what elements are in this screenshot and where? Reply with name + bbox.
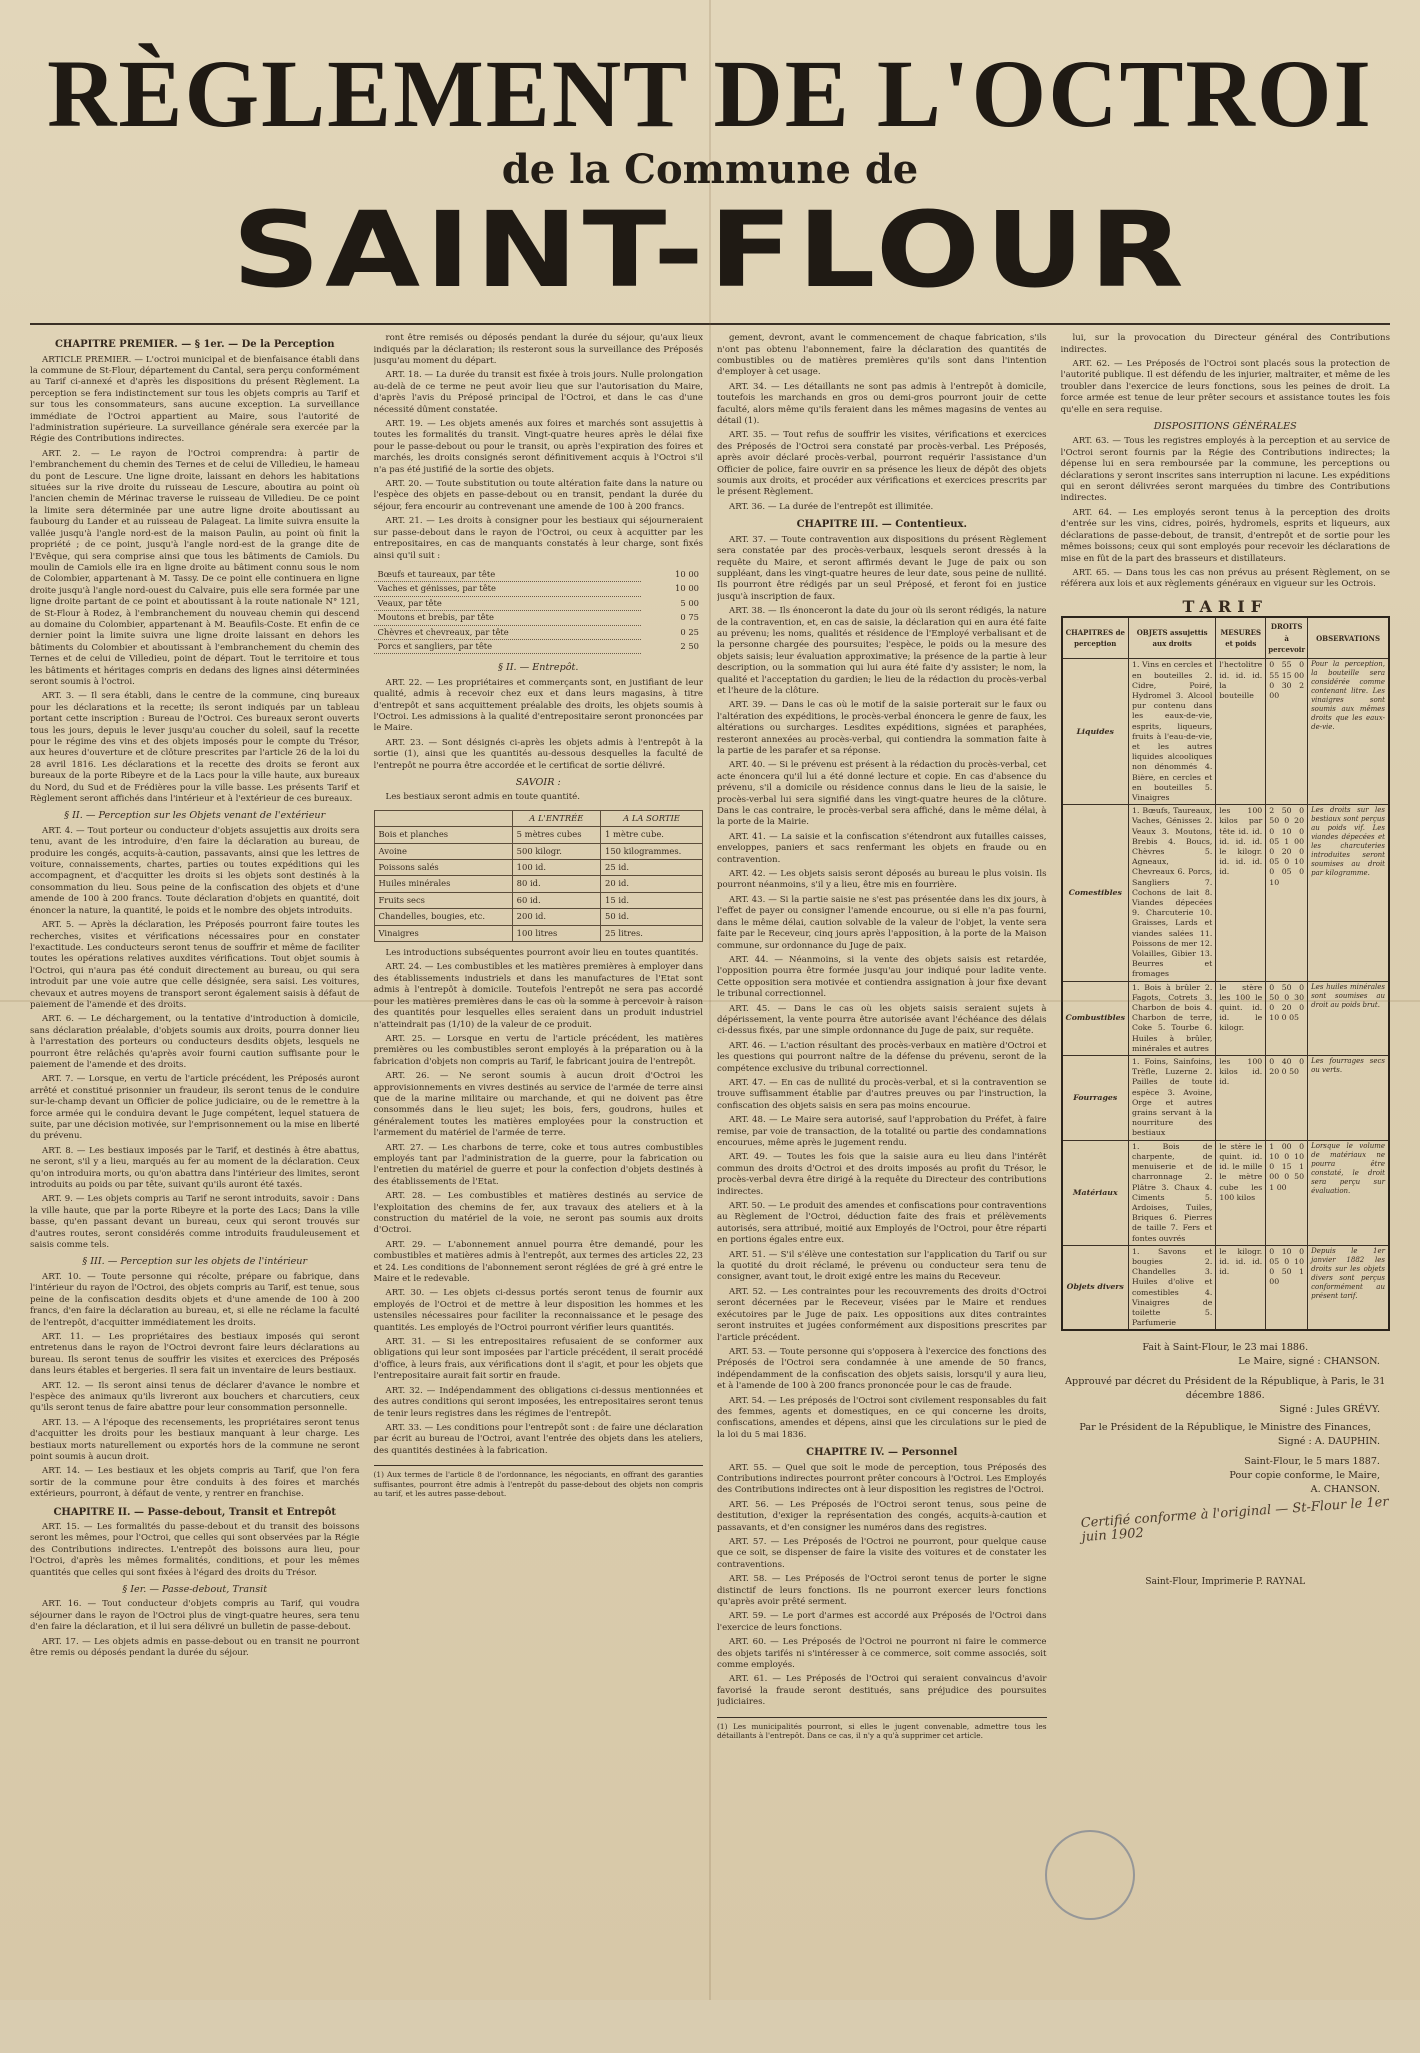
tax-label: Vaches et génisses, par tête xyxy=(374,582,642,596)
chapter-heading: CHAPITRE II. — Passe-debout, Transit et Entrepôt xyxy=(53,1506,337,1518)
town-name: SAINT-FLOUR xyxy=(231,189,1189,311)
section-heading: § Ier. — Passe-debout, Transit xyxy=(122,1584,268,1596)
cell-exit: 25 id. xyxy=(601,860,703,876)
tarif-measures: les 100 kilos par tête id. id. id. id. id. le kilogr. id. id. id. id. xyxy=(1216,805,1266,981)
article-paragraph: ART. 9. — Les objets compris au Tarif ne seront introduits, savoir : Dans la ville haute, que par la porte Ribeyre et la porte des Lacs; Dans la ville basse, qu'en passant devant un bureau, ceux qui seront trouvés sur d'autres routes, seront considérés comme introduits frauduleusement et saisis comme tels. xyxy=(30,1194,360,1251)
article-paragraph: ront être remisés ou déposés pendant la durée du séjour, qu'aux lieux indiqués par la déclaration; ils resteront sous la surveillance des Préposés jusqu'au moment du départ. xyxy=(373,333,703,366)
tarif-rates: 0 10 0 05 0 10 0 50 1 00 xyxy=(1266,1245,1308,1330)
cell-exit: 20 id. xyxy=(601,876,703,892)
table-row xyxy=(374,876,703,892)
footnote: (1) Les municipalités pourront, si elles le jugent convenable, admettre tous les détaillants à l'entrepôt. Dans ce cas, il n'y a qu'à supprimer cet article. xyxy=(717,1717,1047,1741)
tarif-group: Matériaux xyxy=(1062,1140,1129,1245)
article-paragraph: ART. 44. — Néanmoins, si la vente des objets saisis est retardée, l'opposition pourra être formée jusqu'au jour indiqué pour ladite vente. Cette opposition sera motivée et contiendra assignation à jour fixe devant le tribunal correctionnel. xyxy=(717,954,1047,1000)
table-row xyxy=(374,860,703,876)
cell-item: Avoine xyxy=(374,843,512,859)
article-paragraph: ART. 14. — Les bestiaux et les objets compris au Tarif, que l'on fera sortir de la commune pour être conduits à des foires et marchés extérieurs, pourront, à défaut de vente, y rentrer en franchise. xyxy=(30,1466,360,1500)
article-paragraph: ART. 33. — Les conditions pour l'entrepôt sont : de faire une déclaration par écrit au bureau de l'Octroi, avant l'entrée des objets dans les ateliers, des quantités destinées à la fabrication. xyxy=(373,1422,703,1456)
tarif-row xyxy=(1062,1140,1390,1245)
cell-entry: 500 kilogr. xyxy=(512,843,600,859)
article-paragraph: ART. 38. — Ils énonceront la date du jour où ils seront rédigés, la nature de la contravention, et, en cas de saisie, la déclaration qui en aura été faite au prévenu; les noms, qualités et résidence de l'Employé verbalisant et de la personne chargée des poursuites; l'espèce, le poids ou la mesure des objets saisis; leur évaluation approximative; la présence de la partie à leur description, ou la sommation qui lui aura été faite d'y assister; le nom, la qualité et l'acceptation du gardien; le lieu de la rédaction du procès-verbal et l'heure de la clôture. xyxy=(717,606,1047,696)
article-paragraph: ART. 28. — Les combustibles et matières destinés au service de l'exploitation des chemins de fer, aux travaux des ateliers et à la construction du matériel de la voie, ne seront pas soumis aux droits d'Octroi. xyxy=(373,1191,703,1236)
article-paragraph: ART. 23. — Sont désignés ci-après les objets admis à l'entrepôt à la sortie (1), ainsi que les quantités au-dessous desquelles la faculté de l'entrepôt ne pourra être accordée et le certificat de sortie délivré. xyxy=(373,737,703,771)
tax-label: Bœufs et taureaux, par tête xyxy=(374,568,642,582)
article-paragraph: ART. 24. — Les combustibles et les matières premières à employer dans des établissements industriels et dans les manufactures de l'Etat sont admis à l'entrepôt à domicile. Toutefois l'entrepôt ne sera pas accordé pour les matières premières dans le cas où la somme à percevoir à raison des quantités pour lesquelles elles seraient dans un produit industriel n'atteindrait pas (1/10) de la valeur de ce produit. xyxy=(373,962,703,1030)
tarif-header-measures: MESURES et poids xyxy=(1216,617,1266,659)
article-paragraph: ART. 49. — Toutes les fois que la saisie aura eu lieu dans l'intérêt commun des droits d'Octroi et des droits imposés au profit du Trésor, le procès-verbal devra être dirigé à la requête du Directeur des contributions indirectes. xyxy=(717,1152,1047,1197)
table-row xyxy=(374,582,704,596)
article-paragraph: ART. 41. — La saisie et la confiscation s'étendront aux futailles caisses, enveloppes, paniers et sacs renfermant les objets en fraude ou en contravention. xyxy=(717,831,1047,865)
page-subtitle: de la Commune de xyxy=(501,146,919,193)
article-paragraph: ART. 40. — Si le prévenu est présent à la rédaction du procès-verbal, cet acte énoncera qu'il lui a été donné lecture et copie. En cas d'absence du prévenu, s'il a domicile ou résidence connus dans le lieu de la saisie, le procès-verbal lui sera signifié dans les vingt-quatre heures de la clôture. Dans le cas contraire, le procès-verbal sera affiché, dans le même délai, à la porte de la Mairie. xyxy=(717,760,1047,828)
certified-copy-line: Pour copie conforme, le Maire, xyxy=(1229,1470,1380,1482)
tarif-items: 1. Bœufs, Taureaux, Vaches, Génisses 2. Veaux 3. Moutons, Brebis 4. Boucs, Chèvres 5. Agneaux, Chevreaux 6. Porcs, Sangliers 7. Cochons de lait 8. Viandes dépecées 9. Charcuterie 10. Graisses, Lards et viandes salées 11. Poissons de mer 12. Volailles, Gibier 13. Beurres et fromages xyxy=(1129,805,1216,981)
article-paragraph: ART. 48. — Le Maire sera autorisé, sauf l'approbation du Préfet, à faire remise, par voie de transaction, de la totalité ou partie des condamnations encourues, même après le jugement rendu. xyxy=(717,1115,1047,1148)
article-paragraph: ART. 57. — Les Préposés de l'Octroi ne pourront, pour quelque cause que ce soit, se dispenser de faire la visite des voitures et de constater les contraventions. xyxy=(717,1537,1047,1570)
table-row xyxy=(374,611,704,625)
tarif-items: 1. Bois de charpente, de menuiserie et de charronnage 2. Plâtre 3. Chaux 4. Ciments 5. Ardoises, Tuiles, Briques 6. Pierres de taille 7. Fers et fontes ouvrés xyxy=(1129,1140,1216,1245)
column-4 xyxy=(1061,333,1391,2053)
article-paragraph: ART. 35. — Tout refus de souffrir les visites, vérifications et exercices des Préposés de l'Octroi sera constaté par procès-verbal. Les Préposés, après avoir déclaré procès-verbal, pourront requérir l'assistance d'un Officier de police, faire ouvrir en sa présence les lieux de dépôt des objets soumis aux droits, et procéder aux vérifications et exercices prescrits par le présent Règlement. xyxy=(717,430,1047,498)
second-mayor-signature: A. CHANSON. xyxy=(1310,1484,1380,1496)
cell-entry: 80 id. xyxy=(512,876,600,892)
tarif-header-observations: OBSERVATIONS xyxy=(1308,617,1389,659)
article-paragraph: lui, sur la provocation du Directeur général des Contributions indirectes. xyxy=(1060,333,1390,355)
footnote: (1) Aux termes de l'article 8 de l'ordonnance, les négociants, en offrant des garanties suffisantes, pourront être admis à l'entrepôt du passe-debout des objets non compris au tarif, et les autres passe-debout. xyxy=(374,1465,704,1498)
tarif-title: TARIF xyxy=(1182,596,1269,616)
article-paragraph: ART. 42. — Les objets saisis seront déposés au bureau le plus voisin. Ils pourront néanmoins, s'il y a lieu, être mis en fourrière. xyxy=(717,869,1047,891)
tarif-measures: le kilogr. id. id. id. id. xyxy=(1216,1245,1266,1330)
handwritten-certification: Certifié conforme à l'original — St-Flour le 1er juin 1902 xyxy=(1079,1494,1389,1546)
tarif-rates: 0 55 0 55 15 00 0 30 2 00 xyxy=(1266,659,1308,805)
table-header-exit: A LA SORTIE xyxy=(601,810,703,826)
table-row xyxy=(374,568,704,582)
approval-line: Approuvé par décret du Président de la République, à Paris, le 31 décembre 1886. xyxy=(1065,1376,1386,1402)
tax-label: Chèvres et chevreaux, par tête xyxy=(374,625,642,639)
tarif-observation: Les droits sur les bestiaux sont perçus au poids vif. Les viandes dépecées et les charcuteries introduites seront soumises au droit par kilogramme. xyxy=(1308,805,1389,981)
entrepot-quantity-table xyxy=(374,810,704,942)
cell-item: Bois et planches xyxy=(374,827,512,843)
cell-item: Fruits secs xyxy=(374,892,512,908)
article-paragraph: ART. 47. — En cas de nullité du procès-verbal, et si la contravention se trouve suffisamment établie par d'autres preuves ou par l'instruction, la confiscation des objets saisis en sera pas moins encourue. xyxy=(717,1077,1047,1111)
article-paragraph: ART. 10. — Toute personne qui récolte, prépare ou fabrique, dans l'intérieur du rayon de l'Octroi, des objets compris au Tarif, est tenue, sous peine de la confiscation desdits objets et d'une amende de 100 à 200 francs, d'en faire la déclaration au bureau, et, si elle ne réclame la faculté de l'entrepôt, d'acquitter immédiatement les droits. xyxy=(30,1271,360,1328)
mayor-signature: Le Maire, signé : CHANSON. xyxy=(1238,1356,1380,1368)
article-paragraph: ART. 36. — La durée de l'entrepôt est illimitée. xyxy=(729,501,934,512)
article-paragraph: ART. 64. — Les employés seront tenus à la perception des droits d'entrée sur les vins, cidres, poirés, hydromels, esprits et liqueurs, aux déclarations de passe-debout, de transit, d'entrepôt et de sortie pour les mêmes boissons; ceux qui sont employés pour recevoir les déclarations de mise en fût de la part des brasseurs et distillateurs. xyxy=(1060,507,1390,564)
president-signature: Signé : Jules GRÉVY. xyxy=(1279,1404,1380,1416)
cell-entry: 200 id. xyxy=(512,909,600,925)
article-paragraph: ART. 26. — Ne seront soumis à aucun droit d'Octroi les approvisionnements en vivres destinés au service de l'armée de terre ainsi que de la marine militaire ou marchande, et qui ne doivent pas être consommés dans le lieu sujet; les bois, fers, goudrons, huiles et généralement toutes les matières employées pour la construction et l'armement du matériel de l'armée de terre. xyxy=(373,1071,703,1139)
article-paragraph: ART. 19. — Les objets amenés aux foires et marchés sont assujettis à toutes les formalités du transit. Vingt-quatre heures après le délai fixe pour le passe-debout ou pour le transit, ou après l'expiration des foires et marchés, les droits consignés seront définitivement acquis à l'Octroi s'il n'a pas été justifié de la sortie des objets. xyxy=(373,419,703,475)
tax-amount: 2 50 xyxy=(680,640,699,651)
article-paragraph: ART. 11. — Les propriétaires des bestiaux imposés qui seront entretenus dans le rayon de l'Octroi devront faire leurs déclarations au bureau. Ils seront tenus de souffrir les visites et exercices des Préposés dans leurs étables et bergeries. Il sera fait un inventaire de leurs bestiaux. xyxy=(30,1331,360,1377)
table-row xyxy=(374,639,704,653)
chapter-heading: CHAPITRE III. — Contentieux. xyxy=(796,519,967,531)
seal-stamp-icon xyxy=(1045,1830,1135,1920)
article-paragraph: ART. 4. — Tout porteur ou conducteur d'objets assujettis aux droits sera tenu, avant de les introduire, d'en faire la déclaration au bureau, de produire les congés, acquits-à-caution, passavants, ainsi que les lettres de voiture, connaissements, chartes, parties ou toutes expéditions qui les accompagnent, et d'acquitter les droits si les objets sont destinés à la consommation du lieu. Sous peine de la confiscation des objets et d'une amende de 100 à 200 francs. Toute déclaration d'objets en quantité, doit énoncer la nature, la quantité, le poids et le nombre des objets introduits. xyxy=(30,825,360,916)
tarif-group: Objets divers xyxy=(1062,1245,1129,1330)
article-paragraph: ART. 51. — S'il s'élève une contestation sur l'application du Tarif ou sur la quotité du droit réclamé, le prévenu ou conducteur sera tenu de consigner, avant tout, le droit exigé entre les mains du Receveur. xyxy=(717,1249,1047,1283)
article-paragraph: ART. 50. — Le produit des amendes et confiscations pour contraventions au Règlement de l'Octroi, déduction faite des frais et prélèvements autorisés, sera attribué, moitié aux Employés de l'Octroi, pour être réparti en portions égales entre eux. xyxy=(717,1201,1047,1246)
tarif-items: 1. Vins en cercles et en bouteilles 2. Cidre, Poiré, Hydromel 3. Alcool pur contenu dans les eaux-de-vie, esprits, liqueurs, fruits à l'eau-de-vie, et les autres liquides alcooliques non dénommés 4. Bière, en cercles et en bouteilles 5. Vinaigres xyxy=(1129,659,1216,805)
table-title: SAVOIR : xyxy=(515,777,561,788)
tarif-measures: le stère les 100 le quint. id. id. le kilogr. xyxy=(1216,981,1266,1055)
article-paragraph: ART. 18. — La durée du transit est fixée à trois jours. Nulle prolongation au-delà de ce terme ne peut avoir lieu que sur l'autorisation du Maire, d'après l'avis du Préposé principal de l'Octroi, et dans le cas d'une nécessité dûment constatée. xyxy=(373,370,703,415)
tarif-rates: 2 50 0 50 0 20 0 10 0 05 1 00 0 20 0 05 0 10 0 05 0 10 xyxy=(1266,805,1308,981)
article-paragraph: ART. 12. — Ils seront ainsi tenus de déclarer d'avance le nombre et l'espèce des animaux qu'ils livreront aux bouchers et charcutiers, ceux qu'ils seront tenus de faire abattre pour leur consommation personnelle. xyxy=(30,1380,360,1414)
article-paragraph: ART. 54. — Les préposés de l'Octroi sont civilement responsables du fait des femmes, agents et domestiques, en ce qui concerne les droits, confiscations, amendes et dépens, ainsi que les circulations sur le pied de la loi du 5 mai 1836. xyxy=(717,1395,1047,1440)
cell-item: Huiles minérales xyxy=(374,876,512,892)
tarif-items: 1. Bois à brûler 2. Fagots, Cotrets 3. Charbon de bois 4. Charbon de terre, Coke 5. Tourbe 6. Huiles à brûler, minérales et autres xyxy=(1129,981,1216,1055)
tarif-measures: l'hectolitre id. id. id. la bouteille xyxy=(1216,659,1266,805)
article-paragraph: ART. 46. — L'action résultant des procès-verbaux en matière d'Octroi et les questions qui pourront naître de la défense du prévenu, seront de la compétence exclusive du tribunal correctionnel. xyxy=(717,1040,1047,1074)
section-heading: § II. — Entrepôt. xyxy=(498,662,579,674)
table-row xyxy=(374,596,704,610)
table-row xyxy=(374,909,703,925)
tarif-rates: 0 50 0 50 0 30 0 20 0 10 0 05 xyxy=(1266,981,1308,1055)
article-paragraph: ART. 59. — Le port d'armes est accordé aux Préposés de l'Octroi dans l'exercice de leurs fonctions. xyxy=(717,1611,1047,1633)
table-row xyxy=(374,892,703,908)
tarif-row xyxy=(1062,981,1390,1055)
column-1 xyxy=(30,333,360,2053)
printer-imprint: Saint-Flour, Imprimerie P. RAYNAL xyxy=(1145,1577,1306,1588)
table-row xyxy=(374,625,704,639)
article-paragraph: ART. 65. — Dans tous les cas non prévus au présent Règlement, on se référera aux lois et aux règlements généraux en vigueur sur les Octrois. xyxy=(1060,567,1390,590)
column-2 xyxy=(374,333,704,2053)
article-paragraph: ART. 7. — Lorsque, en vertu de l'article précédent, les Préposés auront arrêté et constitué prisonnier un fraudeur, ils seront tenus de le conduire sur-le-champ devant un Officier de police judiciaire, ou de le remettre à la force armée qui le conduira devant le Juge compétent, lequel statuera de suite, par une décision motivée, sur l'emprisonnement ou la mise en liberté du prévenu. xyxy=(30,1074,360,1142)
article-paragraph: ART. 2. — Le rayon de l'Octroi comprendra: à partir de l'embranchement du chemin des Ternes et de celui de Villedieu, le hameau du pont de Lescure. Une ligne droite, laissant en dehors les habitations situées sur la rive droite du ruisseau de Lescure, aboutira au point où l'ancien chemin de Mérinac traverse le ruisseau de Villedieu. De ce point la limite sera déterminée par une autre ligne droite aboutissant au faubourg du Lander et au ruisseau de Palageat. La limite suivra ensuite la vallée jusqu'à l'angle nord-est de la maison Paulin, au point où finit la propriété ; de ce point, jusqu'à l'angle nord-est de la grange dite de l'Evêque, qui sera comprise ainsi que tous les bâtiments de Camiols. Du moulin de Camiols elle ira en ligne droite au bâtiment connu sous le nom de Colombier, appartenant à M. Tassy. De ce point elle continuera en ligne droite jusqu'à l'angle nord-ouest du Calvaire, puis elle sera formée par une ligne droite partant de ce point et aboutissant à la route nationale N° 121, de St-Flour à Rodez, à l'embranchement du nouveau chemin qui descend au domaine du Colombier, appartenant à M. Beaufils-Coste. Et enfin de ce dernier point la limite suivra une ligne droite laissant en dehors les bâtiments du Colombier et aboutissant à l'embranchement du chemin des Ternes et de celui de Villedieu, point de départ. Tout le territoire et tous les bâtiments et héritages compris en dedans des lignes ainsi déterminées seront soumis à l'octroi. xyxy=(30,448,360,687)
tarif-header-chapter: CHAPITRES de perception xyxy=(1062,617,1129,659)
page-title: RÈGLEMENT DE L'OCTROI xyxy=(47,40,1373,147)
tarif-row xyxy=(1062,659,1390,805)
cell-entry: 5 mètres cubes xyxy=(512,827,600,843)
table-row xyxy=(374,843,703,859)
article-paragraph: ART. 29. — L'abonnement annuel pourra être demandé, pour les combustibles et matières admis à l'entrepôt, aux termes des articles 22, 23 et 24. Les conditions de l'abonnement seront réglées de gré à gré entre le Maire et le redevable. xyxy=(373,1239,703,1285)
tarif-header-rates: DROITS à percevoir xyxy=(1266,617,1308,659)
table-caption: Les bestiaux seront admis en toute quantité. xyxy=(385,792,580,803)
tarif-table xyxy=(1061,616,1391,1331)
article-paragraph: ART. 3. — Il sera établi, dans le centre de la commune, cinq bureaux pour les déclarations et la recette; ils seront indiqués par un tableau portant cette inscription : Bureau de l'Octroi. Ces bureaux seront ouverts tous les jours, depuis le lever jusqu'au coucher du soleil, sauf la recette pour le régime des vins et des objets imposés pour le compte du Trésor, aux heures d'ouverture et de clôture prescrites par l'article 26 de la loi du 28 avril 1816. Les déclarations et la recette des droits se feront aux bureaux de la porte Ribeyre et de la Lacs pour la ville haute, aux bureaux du Nord, du Sud et de Frédières pour la ville basse. Les présents Tarif et Règlement seront affichés dans l'intérieur et à l'extérieur de ces bureaux. xyxy=(30,691,360,805)
consignment-tax-table xyxy=(374,568,704,654)
tarif-group: Liquides xyxy=(1062,659,1129,805)
article-paragraph: ART. 27. — Les charbons de terre, coke et tous autres combustibles employés tant par l'administration de la guerre, pour la fabrication ou l'entretien du matériel de guerre et pour la confection d'objets destinés à des établissements de l'Etat. xyxy=(373,1142,703,1187)
tarif-observation: Les huiles minérales sont soumises au droit au poids brut. xyxy=(1308,981,1389,1055)
tax-amount: 0 25 xyxy=(680,626,699,637)
tarif-header-objects: OBJETS assujettis aux droits xyxy=(1129,617,1216,659)
tarif-items: 1. Foins, Sainfoins, Trèfle, Luzerne 2. Pailles de toute espèce 3. Avoine, Orge et autres grains servant à la nourriture des bestiaux xyxy=(1129,1056,1216,1141)
chapter-heading: CHAPITRE PREMIER. — § 1er. — De la Perception xyxy=(54,339,335,351)
article-paragraph: ART. 58. — Les Préposés de l'Octroi seront tenus de porter le signe distinctif de leurs fonctions. Ils ne pourront exercer leurs fonctions qu'après avoir prêté serment. xyxy=(717,1574,1047,1608)
tarif-group: Fourrages xyxy=(1062,1056,1129,1141)
tarif-rates: 1 00 0 10 0 10 0 15 1 00 0 50 1 00 xyxy=(1266,1140,1308,1245)
done-at-line: Fait à Saint-Flour, le 23 mai 1886. xyxy=(1142,1342,1309,1354)
article-paragraph: ART. 17. — Les objets admis en passe-debout ou en transit ne pourront être remis ou déposés pendant la durée du séjour. xyxy=(30,1636,360,1659)
cell-item: Poissons salés xyxy=(374,860,512,876)
article-paragraph: ART. 25. — Lorsque en vertu de l'article précédent, les matières premières ou les combustibles seront employés à la préparation ou à la fabrication d'objets non compris au Tarif, le fabricant jouira de l'entrepôt. xyxy=(373,1033,703,1067)
cell-entry: 100 litres xyxy=(512,925,600,941)
table-header-blank xyxy=(374,810,512,826)
tax-label: Porcs et sangliers, par tête xyxy=(374,639,642,653)
article-paragraph: ART. 52. — Les contraintes pour les recouvrements des droits d'Octroi seront décernées par le Receveur, visées par le Maire et rendues exécutoires par le Juge de paix. Les oppositions aux dites contraintes seront instruites et jugées conformément aux dispositions prescrites par l'article précédent. xyxy=(717,1286,1047,1343)
article-paragraph: ART. 15. — Les formalités du passe-debout et du transit des boissons seront les mêmes, pour l'Octroi, que celles qui sont observées par la Régie des Contributions indirectes. L'entrepôt des boissons aura lieu, pour l'Octroi, d'après les mêmes formalités, conditions, et pour les mêmes quantités que celles qui sont fixées à l'égard des droits du Trésor. xyxy=(30,1522,360,1578)
cell-exit: 25 litres. xyxy=(601,925,703,941)
tax-amount: 10 00 xyxy=(675,569,699,580)
table-row xyxy=(374,925,703,941)
article-paragraph: gement, devront, avant le commencement de chaque fabrication, s'ils n'ont pas obtenu l'abonnement, faire la déclaration des quantités de combustibles ou de matières premières qu'ils sont dans l'intention d'employer à cet usage. xyxy=(717,333,1047,378)
section-heading: § III. — Perception sur les objets de l'intérieur xyxy=(82,1256,308,1268)
tarif-items: 1. Savons et bougies 2. Chandelles 3. Huiles d'olive et comestibles 4. Vinaigres de toilette 5. Parfumerie xyxy=(1129,1245,1216,1330)
article-paragraph: ARTICLE PREMIER. — L'octroi municipal et de bienfaisance établi dans la commune de St-Flour, département du Cantal, sera perçu conformément au Tarif ci-annexé et d'après les dispositions du présent Règlement. La perception se fera indistinctement sur tous les objets compris au Tarif et sur tous les consommateurs, sans aucune exception. La surveillance immédiate de l'Octroi appartient au Maire, sous l'autorité de l'administration supérieure. La surveillance générale sera exercée par la Régie des Contributions indirectes. xyxy=(30,354,360,445)
article-paragraph: ART. 20. — Toute substitution ou toute altération faite dans la nature ou l'espèce des objets en passe-debout ou en transit, pendant la durée du séjour, fera encourir au contrevenant une amende de 100 à 200 francs. xyxy=(373,479,703,512)
article-paragraph: ART. 8. — Les bestiaux imposés par le Tarif, et destinés à être abattus, ne seront, s'il y a lieu, marqués au fer au moment de la déclaration. Ceux qu'on introduira morts, ou qu'on abattra dans l'intérieur des limites, seront introduits au poids ou par tête, suivant qu'ils auront été taxés. xyxy=(30,1145,360,1191)
cell-exit: 150 kilogrammes. xyxy=(601,843,703,859)
table-header-entry: A L'ENTRÉE xyxy=(512,810,600,826)
article-paragraph: ART. 21. — Les droits à consigner pour les bestiaux qui séjourneraient sur passe-debout dans le rayon de l'Octroi, ou ceux à acquitter par les entrepositaires, en cas de manquants constatés à leur charge, sont fixés ainsi qu'il suit : xyxy=(373,516,703,561)
article-paragraph: ART. 56. — Les Préposés de l'Octroi seront tenus, sous peine de destitution, d'exiger la représentation des congés, acquits-à-caution et passavants, et d'en consigner les numéros dans des registres. xyxy=(717,1499,1047,1533)
cell-entry: 100 id. xyxy=(512,860,600,876)
article-paragraph: ART. 45. — Dans le cas où les objets saisis seraient sujets à dépérissement, la vente pourra être autorisée avant l'échéance des délais ci-dessus fixés, par une simple ordonnance du Juge de paix, sur requête. xyxy=(717,1003,1047,1037)
tarif-measures: le stère le quint. id. id. le mille le mètre cube les 100 kilos xyxy=(1216,1140,1266,1245)
article-paragraph: ART. 53. — Toute personne qui s'opposera à l'exercice des fonctions des Préposés de l'Octroi sera condamnée à une amende de 50 francs, indépendamment de la confiscation des objets saisis, lorsqu'il y aura lieu, et à l'amende de 100 à 200 francs prononcée pour le cas de fraude. xyxy=(717,1346,1047,1392)
article-paragraph: ART. 55. — Quel que soit le mode de perception, tous Préposés des Contributions indirectes pourront prêter concours à l'Octroi. Les Employés des Contributions indirectes ont à leur disposition les registres de l'Octroi. xyxy=(717,1462,1047,1496)
tarif-row xyxy=(1062,1056,1390,1141)
table-row xyxy=(374,827,703,843)
signature-block xyxy=(1061,1341,1391,1589)
article-paragraph: ART. 37. — Toute contravention aux dispositions du présent Règlement sera constatée par des procès-verbaux, lesquels seront dressés à la requête du Maire, et seront affirmés devant le Juge de paix ou son suppléant, dans les vingt-quatre heures de leur date, sous peine de nullité. Ils pourront être rédigés par un seul Préposé, et feront foi en justice jusqu'à inscription de faux. xyxy=(717,534,1047,602)
tax-amount: 5 00 xyxy=(680,597,699,608)
article-paragraph: ART. 30. — Les objets ci-dessus portés seront tenus de fournir aux employés de l'Octroi et de mettre à leur disposition les hommes et les ustensiles nécessaires pour faciliter la reconnaissance et le pesage des quantités. Les employés de l'Octroi pourront vérifier leurs quantités. xyxy=(373,1288,703,1333)
section-heading: § II. — Perception sur les Objets venant de l'extérieur xyxy=(64,810,326,822)
tarif-measures: les 100 kilos id. id. xyxy=(1216,1056,1266,1141)
chapter-heading: CHAPITRE IV. — Personnel xyxy=(806,1447,958,1459)
cell-exit: 1 mètre cube. xyxy=(601,827,703,843)
article-paragraph: Les introductions subséquentes pourront avoir lieu en toutes quantités. xyxy=(385,948,699,959)
tarif-rates: 0 40 0 20 0 50 xyxy=(1266,1056,1308,1141)
cell-item: Chandelles, bougies, etc. xyxy=(374,909,512,925)
cell-exit: 15 id. xyxy=(601,892,703,908)
article-paragraph: ART. 5. — Après la déclaration, les Préposés pourront faire toutes les recherches, visites et vérifications nécessaires pour en constater l'exactitude. Les conducteurs seront tenus de souffrir et même de faciliter toutes les opérations relatives auxdites vérifications. Tout objet soumis à l'Octroi, qui n'aura pas été conduit directement au bureau, ou qui sera introduit par une voie autre que celle désignée, sera saisi. Les voitures, chevaux et autres moyens de transport seront également saisis à défaut de paiement de l'amende et des droits. xyxy=(30,920,360,1010)
tax-label: Moutons et brebis, par tête xyxy=(374,611,642,625)
article-paragraph: ART. 32. — Indépendamment des obligations ci-dessus mentionnées et des autres conditions qui seront imposées, les entrepositaires seront tenus de tenir leurs registres dans les régimes de l'entrepôt. xyxy=(373,1385,703,1419)
tarif-observation: Depuis le 1er janvier 1882 les droits sur les objets divers sont perçus conformément au présent tarif. xyxy=(1308,1245,1389,1330)
tarif-observation: Lorsque le volume de matériaux ne pourra être constaté, le droit sera perçu sur évaluation. xyxy=(1308,1140,1389,1245)
article-paragraph: ART. 62. — Les Préposés de l'Octroi sont placés sous la protection de l'autorité publique. Il est défendu de les injurier, maltraiter, et même de les troubler dans l'exercice de leurs fonctions, sous les peines de droit. La force armée est tenue de leur prêter secours et assistance toutes les fois qu'elle en sera requise. xyxy=(1060,359,1390,415)
article-paragraph: ART. 6. — Le déchargement, ou la tentative d'introduction à domicile, sans déclaration préalable, d'objets soumis aux droits, pourra donner lieu à l'arrestation des porteurs ou conducteurs desdits objets, lesquels ne pourront être relâchés qu'après avoir fourni caution suffisante pour le paiement de l'amende et des droits. xyxy=(30,1014,360,1070)
column-3 xyxy=(717,333,1047,2053)
article-paragraph: ART. 34. — Les détaillants ne sont pas admis à l'entrepôt à domicile, toutefois les marchands en gros ou demi-gros pourront jouir de cette faculté, alors même qu'ils feraient dans les mêmes magasins de ventes au détail (1). xyxy=(717,381,1047,427)
tarif-observation: Pour la perception, la bouteille sera considérée comme contenant litre. Les vinaigres sont soumis aux mêmes droits que les eaux-de-vie. xyxy=(1308,659,1389,805)
article-paragraph: ART. 22. — Les propriétaires et commerçants sont, en justifiant de leur qualité, admis à recevoir chez eux et dans leurs magasins, à titre d'entrepôt et sans acquittement préalable des droits, les objets soumis à l'Octroi. Les admissions à la qualité d'entrepositaire seront prononcées par le Maire. xyxy=(373,677,703,734)
cell-exit: 50 id. xyxy=(601,909,703,925)
tax-label: Veaux, par tête xyxy=(374,596,642,610)
tarif-observation: Les fourrages secs ou verts. xyxy=(1308,1056,1389,1141)
article-paragraph: ART. 61. — Les Préposés de l'Octroi qui seraient convaincus d'avoir favorisé la fraude seront destitués, sans préjudice des poursuites judiciaires. xyxy=(717,1674,1047,1708)
article-paragraph: ART. 39. — Dans le cas où le motif de la saisie porterait sur le faux ou l'altération des expéditions, le procès-verbal énoncera le genre de faux, les altérations ou surcharges. Lesdites expéditions, signées et paraphées, resteront annexées au procès-verbal, qui contiendra la sommation faite à la partie de les parafer et sa réponse. xyxy=(717,700,1047,756)
article-paragraph: ART. 63. — Tous les registres employés à la perception et au service de l'Octroi seront fournis par la Régie des Contributions indirectes; la dépense lui en sera remboursée par la commune, les perceptions ou déclarations y seront inscrites sans interruption ni lacune. Les expéditions qui en seront délivrées seront marquées du timbre des Contributions indirectes. xyxy=(1060,436,1390,504)
tarif-row xyxy=(1062,805,1390,981)
tarif-group: Combustibles xyxy=(1062,981,1129,1055)
section-heading: DISPOSITIONS GÉNÉRALES xyxy=(1153,421,1297,433)
tarif-group: Comestibles xyxy=(1062,805,1129,981)
article-paragraph: ART. 16. — Tout conducteur d'objets compris au Tarif, qui voudra séjourner dans le rayon de l'Octroi plus de vingt-quatre heures, sera tenu d'en faire la déclaration, et il lui sera délivré un bulletin de passe-debout. xyxy=(30,1599,360,1633)
article-paragraph: ART. 60. — Les Préposés de l'Octroi ne pourront ni faire le commerce des objets tarifés ni s'intéresser à ce commerce, soit comme associés, soit comme employés. xyxy=(717,1637,1047,1671)
article-paragraph: ART. 43. — Si la partie saisie ne s'est pas présentée dans les dix jours, à l'effet de payer ou consigner l'amende encourue, ou si elle n'a pas fourni, dans le même délai, caution solvable de la valeur de l'objet, la vente sera faite par le Receveur, cinq jours après l'apposition, à la porte de la Maison commune, sur ordonnance du Juge de paix. xyxy=(717,894,1047,951)
article-paragraph: ART. 13. — A l'époque des recensements, les propriétaires seront tenus d'acquitter les droits pour les bestiaux manquant à leur charge. Les bestiaux morts naturellement ou exportés hors de la commune ne seront point soumis à aucun droit. xyxy=(30,1417,360,1462)
article-paragraph: ART. 31. — Si les entrepositaires refusaient de se conformer aux obligations qui leur sont imposées par l'article précédent, il serait procédé d'office, à leurs frais, aux vérifications dont il s'agit, et pour les objets que l'entrepositaire aurait fait sortir en fraude. xyxy=(373,1337,703,1382)
minister-line: Par le Président de la République, le Ministre des Finances, xyxy=(1079,1422,1372,1434)
cell-item: Vinaigres xyxy=(374,925,512,941)
cell-entry: 60 id. xyxy=(512,892,600,908)
tax-amount: 10 00 xyxy=(675,583,699,594)
fold-line-horizontal xyxy=(0,1000,1420,1002)
tarif-row xyxy=(1062,1245,1390,1330)
minister-signature: Signé : A. DAUPHIN. xyxy=(1277,1436,1380,1448)
tax-amount: 0 75 xyxy=(680,612,699,623)
second-date: Saint-Flour, le 5 mars 1887. xyxy=(1244,1456,1380,1468)
